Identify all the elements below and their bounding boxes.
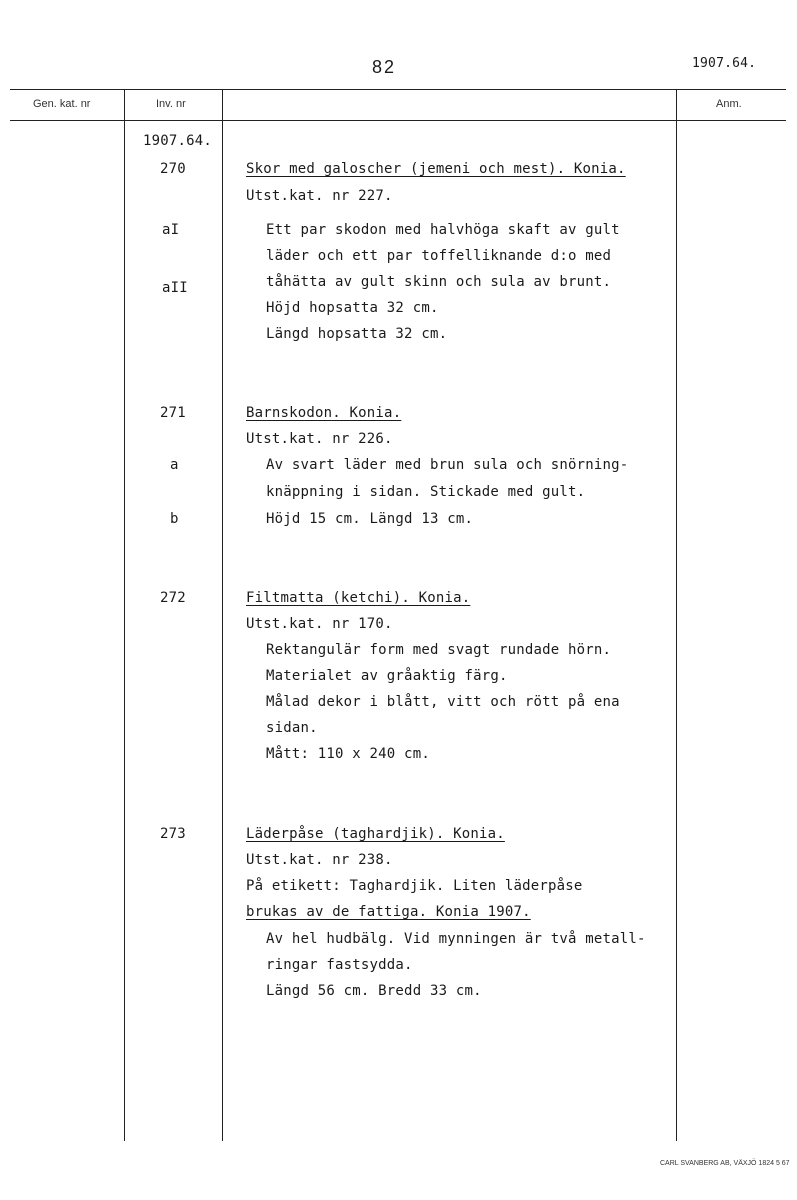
description-line: Längd hopsatta 32 cm. [266,326,448,342]
description-line: läder och ett par toffelliknande d:o med [266,248,612,264]
description-line: sidan. [266,720,318,736]
description-line: Höjd hopsatta 32 cm. [266,300,439,316]
description-line: Materialet av gråaktig färg. [266,668,508,684]
exhibition-catalogue-ref: Utst.kat. nr 170. [246,616,393,632]
description-line: Av hel hudbälg. Vid mynningen är två metall- [266,931,646,947]
column-header-inv-nr: Inv. nr [156,98,186,110]
reference-number-top-right: 1907.64. [692,56,757,71]
exhibition-catalogue-ref: Utst.kat. nr 227. [246,188,393,204]
column-divider-2 [222,89,223,1141]
description-line: ringar fastsydda. [266,957,413,973]
description-line: Längd 56 cm. Bredd 33 cm. [266,983,482,999]
column-divider-1 [124,89,125,1141]
description-line: Av svart läder med brun sula och snörning- [266,457,629,473]
column-header-anm: Anm. [716,98,742,110]
table-top-rule [10,89,786,90]
header-bottom-rule [10,120,786,121]
series-reference: 1907.64. [143,133,213,149]
exhibition-catalogue-ref: Utst.kat. nr 226. [246,431,393,447]
exhibition-catalogue-ref: Utst.kat. nr 238. [246,852,393,868]
description-line: Rektangulär form med svagt rundade hörn. [266,642,612,658]
column-divider-3 [676,89,677,1141]
entry-title: Skor med galoscher (jemeni och mest). Konia. [246,161,626,177]
sub-item-marker: b [170,511,179,527]
description-line: Höjd 15 cm. Längd 13 cm. [266,511,474,527]
inv-number-273: 273 [160,826,186,842]
inv-number-272: 272 [160,590,186,606]
description-line: Ett par skodon med halvhöga skaft av gult [266,222,620,238]
sub-item-marker: aI [162,222,180,238]
label-text-line: brukas av de fattiga. Konia 1907. [246,904,531,920]
sub-item-marker: aII [162,280,188,296]
description-line: Mått: 110 x 240 cm. [266,746,430,762]
description-line: knäppning i sidan. Stickade med gult. [266,484,586,500]
page-number: 82 [372,57,397,77]
column-header-gen-kat-nr: Gen. kat. nr [33,98,91,110]
sub-item-marker: a [170,457,179,473]
description-line: tåhätta av gult skinn och sula av brunt. [266,274,612,290]
inv-number-270: 270 [160,161,186,177]
label-text-line: På etikett: Taghardjik. Liten läderpåse [246,878,583,894]
entry-title: Filtmatta (ketchi). Konia. [246,590,471,606]
inv-number-271: 271 [160,405,186,421]
entry-title: Barnskodon. Konia. [246,405,402,421]
printer-footer: CARL SVANBERG AB, VÄXJÖ 1824 5 67 [660,1160,790,1167]
description-line: Målad dekor i blått, vitt och rött på ena [266,694,620,710]
entry-title: Läderpåse (taghardjik). Konia. [246,826,505,842]
